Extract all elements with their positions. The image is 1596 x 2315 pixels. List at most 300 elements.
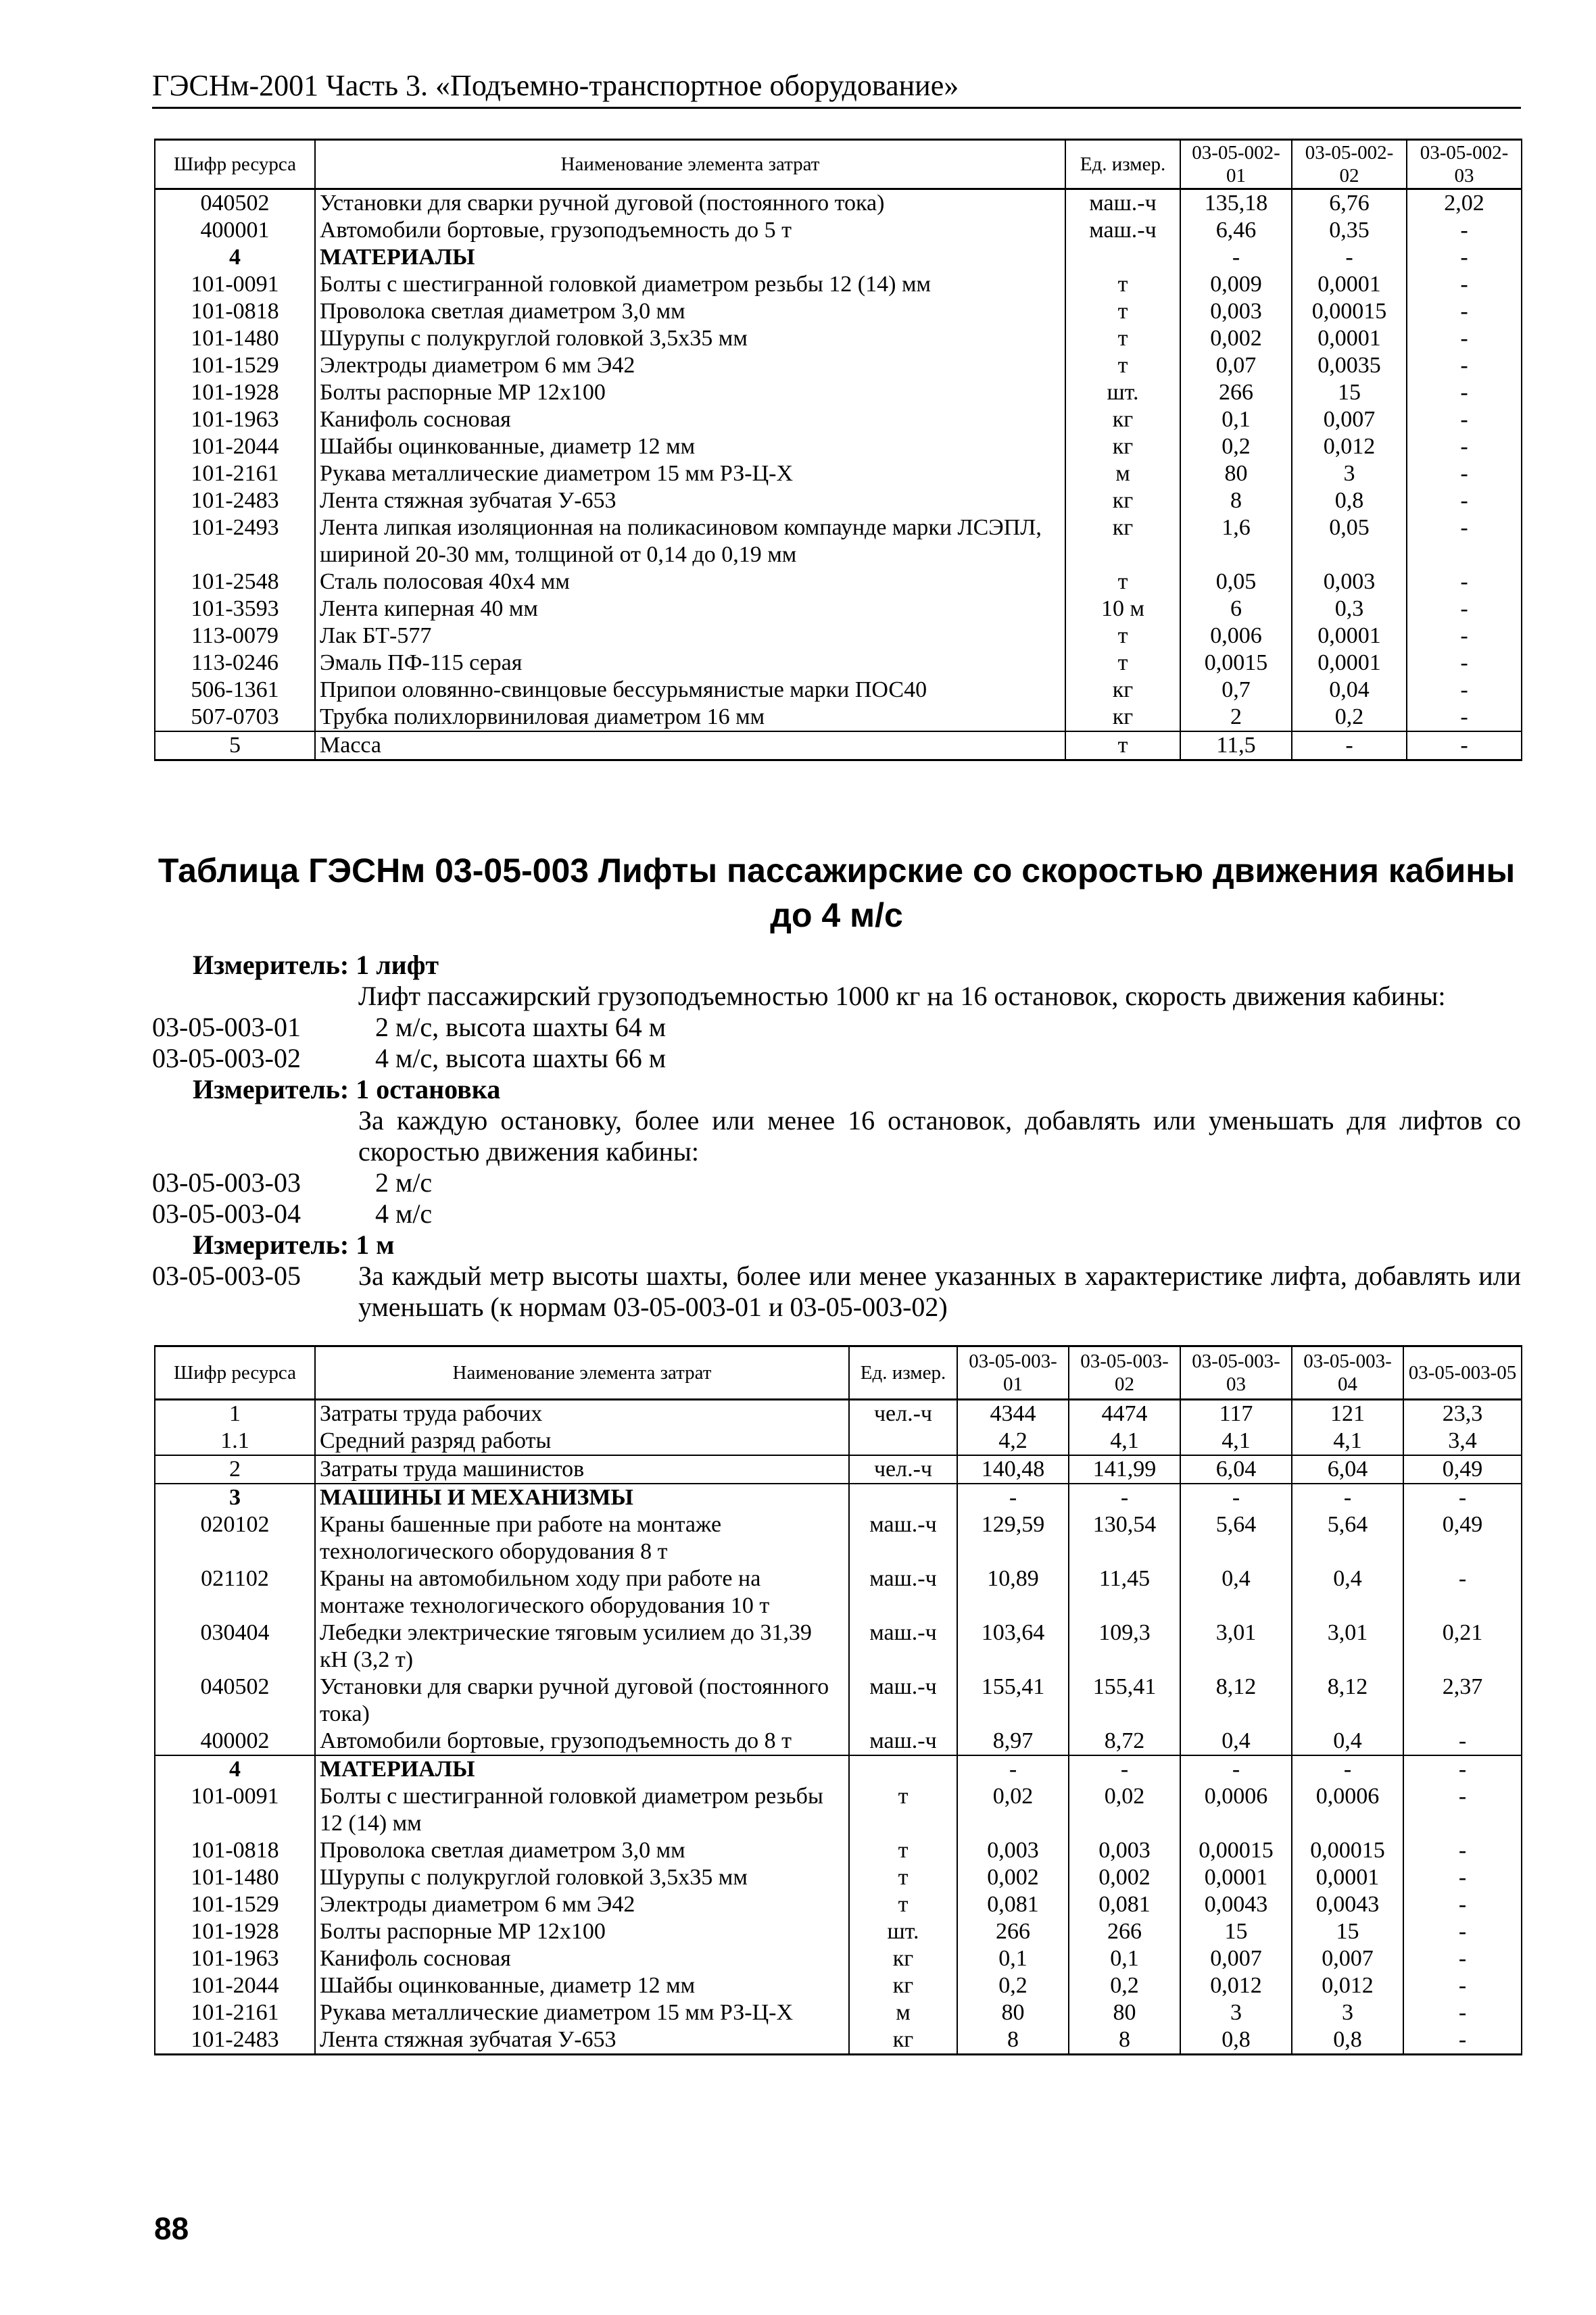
value-cell: 0,2 — [957, 1972, 1069, 1999]
unit-cell: кг — [849, 1945, 957, 1972]
meter-value: 1 лифт — [356, 950, 439, 980]
unit-cell — [1065, 244, 1180, 271]
unit-cell: м — [1065, 460, 1180, 487]
intro-text: Лифт пассажирский грузоподъемностью 1000 кг на 16 остановок, скорость движения кабины: — [358, 981, 1446, 1011]
column-header: 03-05-003-01 — [957, 1346, 1069, 1400]
resource-code: 3 — [155, 1484, 315, 1511]
unit-cell: маш.-ч — [849, 1565, 957, 1619]
norm-table-03-05-003 — [154, 1345, 1522, 2055]
value-cell: 8,12 — [1292, 1674, 1403, 1728]
unit-cell — [849, 1484, 957, 1511]
cost-item-name: Трубка полихлорвиниловая диаметром 16 мм — [315, 704, 1065, 731]
table-row — [155, 1918, 1522, 1945]
value-cell: 266 — [1180, 379, 1292, 406]
value-cell: 0,7 — [1180, 677, 1292, 704]
resource-code: 101-1963 — [155, 406, 315, 433]
resource-code: 101-2044 — [155, 1972, 315, 1999]
table-row — [155, 1428, 1522, 1455]
unit-cell: т — [849, 1864, 957, 1891]
table-row — [155, 1999, 1522, 2026]
value-cell: 3 — [1180, 1999, 1292, 2026]
value-cell: 0,0006 — [1180, 1783, 1292, 1837]
value-cell: - — [1403, 1864, 1522, 1891]
table-row — [155, 487, 1522, 514]
value-cell: 80 — [1069, 1999, 1180, 2026]
value-cell: - — [1407, 623, 1522, 650]
cost-item-name: Рукава металлические диаметром 15 мм РЗ-Ц-Х — [315, 1999, 849, 2026]
resource-code: 4 — [155, 244, 315, 271]
table-row — [155, 1400, 1522, 1428]
table-row — [155, 1674, 1522, 1728]
cost-item-name: Автомобили бортовые, грузоподъемность до 8 т — [315, 1728, 849, 1755]
unit-cell: кг — [1065, 677, 1180, 704]
value-cell: 8 — [957, 2026, 1069, 2055]
value-cell: 0,07 — [1180, 352, 1292, 379]
resource-code: 101-1529 — [155, 352, 315, 379]
column-header: Ед. измер. — [1065, 140, 1180, 189]
value-cell: 0,0043 — [1180, 1891, 1292, 1918]
unit-cell: т — [1065, 650, 1180, 677]
table-row — [155, 1891, 1522, 1918]
resource-code: 101-1480 — [155, 1864, 315, 1891]
norm-table-03-05-002 — [154, 139, 1522, 761]
value-cell: 0,0001 — [1292, 325, 1407, 352]
value-cell: 15 — [1180, 1918, 1292, 1945]
value-cell: 0,4 — [1180, 1728, 1292, 1755]
meter-value: 1 остановка — [356, 1074, 501, 1104]
meter-line — [152, 950, 1521, 981]
table-row — [155, 298, 1522, 325]
value-cell: 0,007 — [1292, 1945, 1403, 1972]
value-cell: - — [1407, 325, 1522, 352]
value-cell: 0,007 — [1292, 406, 1407, 433]
unit-cell: кг — [1065, 704, 1180, 731]
cost-item-name: Шайбы оцинкованные, диаметр 12 мм — [315, 1972, 849, 1999]
column-header: 03-05-003-02 — [1069, 1346, 1180, 1400]
value-cell: - — [1403, 1783, 1522, 1837]
table-row — [155, 1484, 1522, 1511]
unit-cell: маш.-ч — [1065, 189, 1180, 218]
value-cell: 3,01 — [1292, 1619, 1403, 1674]
unit-cell — [849, 1755, 957, 1783]
cost-item-name: Болты с шестигранной головкой диаметром резьбы 12 (14) мм — [315, 271, 1065, 298]
value-cell: 0,003 — [1069, 1837, 1180, 1864]
table-title: Таблица ГЭСНм 03-05-003 Лифты пассажирские со скоростью движения кабины до 4 м/с — [158, 852, 1516, 934]
value-cell: - — [1407, 379, 1522, 406]
value-cell: - — [1403, 1728, 1522, 1755]
meter-label: Измеритель: — [193, 1074, 349, 1104]
unit-cell: м — [849, 1999, 957, 2026]
norm-line — [152, 1167, 1521, 1198]
value-cell: 6 — [1180, 595, 1292, 623]
resource-code: 040502 — [155, 1674, 315, 1728]
unit-cell: чел.-ч — [849, 1455, 957, 1484]
value-cell: - — [1292, 731, 1407, 760]
resource-code: 113-0079 — [155, 623, 315, 650]
resource-code: 101-1928 — [155, 1918, 315, 1945]
value-cell: - — [957, 1484, 1069, 1511]
value-cell: 0,0001 — [1180, 1864, 1292, 1891]
table-row — [155, 433, 1522, 460]
value-cell: 0,003 — [957, 1837, 1069, 1864]
unit-cell: маш.-ч — [849, 1728, 957, 1755]
value-cell: - — [1403, 1837, 1522, 1864]
value-cell: 80 — [1180, 460, 1292, 487]
cost-item-name: Затраты труда рабочих — [315, 1400, 849, 1428]
value-cell: 0,21 — [1403, 1619, 1522, 1674]
cost-item-name: Болты распорные МР 12х100 — [315, 379, 1065, 406]
unit-cell: т — [1065, 352, 1180, 379]
resource-code: 101-1928 — [155, 379, 315, 406]
value-cell: - — [1403, 1972, 1522, 1999]
value-cell: 0,2 — [1180, 433, 1292, 460]
value-cell: 80 — [957, 1999, 1069, 2026]
unit-cell: маш.-ч — [849, 1619, 957, 1674]
resource-code: 101-1480 — [155, 325, 315, 352]
table-row — [155, 1837, 1522, 1864]
cost-item-name: МАТЕРИАЛЫ — [315, 244, 1065, 271]
resource-code: 021102 — [155, 1565, 315, 1619]
value-cell: 3,01 — [1180, 1619, 1292, 1674]
value-cell: 0,05 — [1292, 514, 1407, 568]
resource-code: 101-0091 — [155, 1783, 315, 1837]
norm-line — [152, 1043, 1521, 1074]
unit-cell: кг — [849, 2026, 957, 2055]
unit-cell: кг — [1065, 406, 1180, 433]
resource-code: 506-1361 — [155, 677, 315, 704]
value-cell: 1,6 — [1180, 514, 1292, 568]
value-cell: 0,002 — [957, 1864, 1069, 1891]
unit-cell: т — [1065, 731, 1180, 760]
value-cell: - — [1407, 677, 1522, 704]
intro-line — [152, 981, 1521, 1012]
unit-cell: т — [1065, 271, 1180, 298]
value-cell: - — [1407, 352, 1522, 379]
table-row — [155, 460, 1522, 487]
value-cell: 266 — [957, 1918, 1069, 1945]
resource-code: 040502 — [155, 189, 315, 218]
value-cell: 0,0006 — [1292, 1783, 1403, 1837]
resource-code: 113-0246 — [155, 650, 315, 677]
unit-cell — [849, 1428, 957, 1455]
value-cell: 0,002 — [1180, 325, 1292, 352]
table-row — [155, 1755, 1522, 1783]
value-cell: 155,41 — [957, 1674, 1069, 1728]
resource-code: 030404 — [155, 1619, 315, 1674]
value-cell: 0,0001 — [1292, 650, 1407, 677]
norm-code: 03-05-003-05 — [152, 1261, 301, 1291]
column-header: 03-05-003-05 — [1403, 1346, 1522, 1400]
unit-cell: т — [1065, 325, 1180, 352]
norm-code: 03-05-003-04 — [152, 1198, 301, 1229]
meter-line — [152, 1229, 1521, 1261]
resource-code: 1 — [155, 1400, 315, 1428]
value-cell: - — [1069, 1755, 1180, 1783]
value-cell: 6,76 — [1292, 189, 1407, 218]
table-row — [155, 1945, 1522, 1972]
table-row — [155, 514, 1522, 568]
unit-cell: маш.-ч — [849, 1674, 957, 1728]
table-row — [155, 352, 1522, 379]
cost-item-name: Рукава металлические диаметром 15 мм РЗ-Ц-Х — [315, 460, 1065, 487]
unit-cell: т — [849, 1891, 957, 1918]
value-cell: 5,64 — [1180, 1511, 1292, 1565]
table-header-row — [155, 1346, 1522, 1400]
meter-value: 1 м — [356, 1229, 395, 1260]
value-cell: - — [1292, 1755, 1403, 1783]
value-cell: 103,64 — [957, 1619, 1069, 1674]
cost-item-name: Проволока светлая диаметром 3,0 мм — [315, 298, 1065, 325]
value-cell: 0,081 — [957, 1891, 1069, 1918]
value-cell: - — [1407, 406, 1522, 433]
column-header: 03-05-002-01 — [1180, 140, 1292, 189]
resource-code: 507-0703 — [155, 704, 315, 731]
value-cell: - — [1403, 1945, 1522, 1972]
value-cell: 15 — [1292, 1918, 1403, 1945]
norm-text: 2 м/с — [375, 1167, 433, 1198]
table-description — [152, 950, 1521, 1323]
value-cell: 0,2 — [1069, 1972, 1180, 1999]
cost-item-name: Лак БТ-577 — [315, 623, 1065, 650]
column-header: 03-05-003-04 — [1292, 1346, 1403, 1400]
value-cell: - — [1403, 1999, 1522, 2026]
unit-cell: т — [1065, 623, 1180, 650]
value-cell: 130,54 — [1069, 1511, 1180, 1565]
value-cell: 109,3 — [1069, 1619, 1180, 1674]
value-cell: 0,4 — [1292, 1728, 1403, 1755]
column-header: Шифр ресурса — [155, 1346, 315, 1400]
cost-item-name: Эмаль ПФ-115 серая — [315, 650, 1065, 677]
value-cell: 0,8 — [1292, 487, 1407, 514]
value-cell: - — [1407, 298, 1522, 325]
value-cell: 0,0015 — [1180, 650, 1292, 677]
norm-line — [152, 1012, 1521, 1043]
unit-cell: кг — [1065, 487, 1180, 514]
resource-code: 101-2548 — [155, 568, 315, 595]
running-title: ГЭСНм-2001 Часть 3. «Подъемно-транспортное оборудование» — [152, 68, 1521, 109]
value-cell: - — [1403, 1891, 1522, 1918]
value-cell: 8,12 — [1180, 1674, 1292, 1728]
cost-item-name: Шурупы с полукруглой головкой 3,5х35 мм — [315, 1864, 849, 1891]
value-cell: - — [1407, 595, 1522, 623]
resource-code: 101-2161 — [155, 460, 315, 487]
cost-item-name: Лента стяжная зубчатая У-653 — [315, 487, 1065, 514]
value-cell: 0,4 — [1180, 1565, 1292, 1619]
value-cell: 0,04 — [1292, 677, 1407, 704]
meter-label: Измеритель: — [193, 1229, 349, 1260]
value-cell: 4,1 — [1180, 1428, 1292, 1455]
value-cell: - — [1403, 1484, 1522, 1511]
table-row — [155, 325, 1522, 352]
unit-cell: кг — [1065, 433, 1180, 460]
value-cell: 155,41 — [1069, 1674, 1180, 1728]
norm-text: За каждый метр высоты шахты, более или менее указанных в характеристике лифта, добавлять или уменьшать (к нормам 03-05-003-01 и 03-05-003-02) — [358, 1261, 1521, 1322]
cost-item-name: Болты с шестигранной головкой диаметром резьбы 12 (14) мм — [315, 1783, 849, 1837]
value-cell: - — [1407, 650, 1522, 677]
cost-item-name: Канифоль сосновая — [315, 406, 1065, 433]
value-cell: 3,4 — [1403, 1428, 1522, 1455]
value-cell: - — [1407, 217, 1522, 244]
cost-item-name: Шурупы с полукруглой головкой 3,5х35 мм — [315, 325, 1065, 352]
value-cell: 117 — [1180, 1400, 1292, 1428]
value-cell: - — [1407, 568, 1522, 595]
intro-text: За каждую остановку, более или менее 16 остановок, добавлять или уменьшать для лифтов со скоростью движения кабины: — [358, 1105, 1521, 1167]
resource-code: 2 — [155, 1455, 315, 1484]
value-cell: 8,97 — [957, 1728, 1069, 1755]
resource-code: 400002 — [155, 1728, 315, 1755]
table-row — [155, 704, 1522, 731]
value-cell: 0,003 — [1180, 298, 1292, 325]
table-row — [155, 1728, 1522, 1755]
value-cell: 266 — [1069, 1918, 1180, 1945]
page-number: 88 — [154, 2211, 189, 2246]
value-cell: 0,0035 — [1292, 352, 1407, 379]
resource-code: 101-2483 — [155, 487, 315, 514]
value-cell: 0,35 — [1292, 217, 1407, 244]
unit-cell: т — [849, 1783, 957, 1837]
value-cell: 0,49 — [1403, 1455, 1522, 1484]
value-cell: 0,02 — [957, 1783, 1069, 1837]
column-header: 03-05-002-02 — [1292, 140, 1407, 189]
value-cell: 3 — [1292, 1999, 1403, 2026]
column-header: Шифр ресурса — [155, 140, 315, 189]
value-cell: 8 — [1180, 487, 1292, 514]
unit-cell: кг — [849, 1972, 957, 1999]
value-cell: 0,009 — [1180, 271, 1292, 298]
norm-text: 2 м/с, высота шахты 64 м — [375, 1012, 667, 1042]
norm-line — [152, 1261, 1521, 1323]
value-cell: - — [1407, 487, 1522, 514]
table-row — [155, 1619, 1522, 1674]
cost-item-name: Электроды диаметром 6 мм Э42 — [315, 1891, 849, 1918]
value-cell: 0,0001 — [1292, 623, 1407, 650]
value-cell: - — [1407, 460, 1522, 487]
cost-item-name: Электроды диаметром 6 мм Э42 — [315, 352, 1065, 379]
resource-code: 101-0091 — [155, 271, 315, 298]
cost-item-name: Шайбы оцинкованные, диаметр 12 мм — [315, 433, 1065, 460]
value-cell: 4,2 — [957, 1428, 1069, 1455]
resource-code: 101-0818 — [155, 298, 315, 325]
resource-code: 1.1 — [155, 1428, 315, 1455]
value-cell: 4,1 — [1069, 1428, 1180, 1455]
table-row — [155, 217, 1522, 244]
value-cell: 3 — [1292, 460, 1407, 487]
value-cell: 8,72 — [1069, 1728, 1180, 1755]
value-cell: 2 — [1180, 704, 1292, 731]
cost-item-name: Краны на автомобильном ходу при работе на монтаже технологического оборудования 10 т — [315, 1565, 849, 1619]
meter-label: Измеритель: — [193, 950, 349, 980]
unit-cell: маш.-ч — [849, 1511, 957, 1565]
value-cell: 0,012 — [1292, 1972, 1403, 1999]
value-cell: 0,8 — [1292, 2026, 1403, 2055]
intro-line — [152, 1105, 1521, 1167]
resource-code: 400001 — [155, 217, 315, 244]
cost-item-name: МАТЕРИАЛЫ — [315, 1755, 849, 1783]
resource-code: 101-2161 — [155, 1999, 315, 2026]
value-cell: 0,3 — [1292, 595, 1407, 623]
value-cell: 140,48 — [957, 1455, 1069, 1484]
norm-text: 4 м/с — [375, 1198, 433, 1229]
value-cell: 0,1 — [957, 1945, 1069, 1972]
cost-item-name: Затраты труда машинистов — [315, 1455, 849, 1484]
value-cell: 0,49 — [1403, 1511, 1522, 1565]
table-row — [155, 623, 1522, 650]
unit-cell: 10 м — [1065, 595, 1180, 623]
value-cell: 0,05 — [1180, 568, 1292, 595]
cost-item-name: Установки для сварки ручной дуговой (постоянного тока) — [315, 189, 1065, 218]
cost-item-name: Масса — [315, 731, 1065, 760]
value-cell: - — [1403, 1565, 1522, 1619]
norm-text: 4 м/с, высота шахты 66 м — [375, 1043, 667, 1073]
value-cell: - — [1407, 731, 1522, 760]
table-row — [155, 1565, 1522, 1619]
table-row — [155, 406, 1522, 433]
value-cell: 0,0001 — [1292, 271, 1407, 298]
resource-code: 101-0818 — [155, 1837, 315, 1864]
unit-cell: т — [1065, 568, 1180, 595]
value-cell: 121 — [1292, 1400, 1403, 1428]
norm-line — [152, 1198, 1521, 1229]
cost-item-name: Лебедки электрические тяговым усилием до 31,39 кН (3,2 т) — [315, 1619, 849, 1674]
value-cell: - — [1407, 244, 1522, 271]
table-row — [155, 379, 1522, 406]
cost-item-name: Сталь полосовая 40х4 мм — [315, 568, 1065, 595]
value-cell: 6,04 — [1180, 1455, 1292, 1484]
value-cell: 0,00015 — [1292, 1837, 1403, 1864]
cost-item-name: Болты распорные МР 12х100 — [315, 1918, 849, 1945]
value-cell: - — [1180, 1755, 1292, 1783]
resource-code: 101-2044 — [155, 433, 315, 460]
value-cell: 4,1 — [1292, 1428, 1403, 1455]
table-row — [155, 650, 1522, 677]
table-header-row — [155, 140, 1522, 189]
resource-code: 020102 — [155, 1511, 315, 1565]
value-cell: - — [1407, 514, 1522, 568]
resource-code: 4 — [155, 1755, 315, 1783]
unit-cell: шт. — [849, 1918, 957, 1945]
value-cell: 10,89 — [957, 1565, 1069, 1619]
norm-code: 03-05-003-01 — [152, 1012, 301, 1042]
cost-item-name: Канифоль сосновая — [315, 1945, 849, 1972]
value-cell: 0,0001 — [1292, 1864, 1403, 1891]
resource-code: 101-3593 — [155, 595, 315, 623]
value-cell: 0,0043 — [1292, 1891, 1403, 1918]
value-cell: - — [1403, 1755, 1522, 1783]
table-row — [155, 568, 1522, 595]
value-cell: 0,4 — [1292, 1565, 1403, 1619]
value-cell: 0,002 — [1069, 1864, 1180, 1891]
value-cell: - — [1403, 1918, 1522, 1945]
value-cell: 0,012 — [1180, 1972, 1292, 1999]
unit-cell: шт. — [1065, 379, 1180, 406]
table-row — [155, 677, 1522, 704]
unit-cell: т — [849, 1837, 957, 1864]
cost-item-name: Установки для сварки ручной дуговой (постоянного тока) — [315, 1674, 849, 1728]
value-cell: 0,012 — [1292, 433, 1407, 460]
cost-item-name: Автомобили бортовые, грузоподъемность до 5 т — [315, 217, 1065, 244]
column-header: Наименование элемента затрат — [315, 140, 1065, 189]
unit-cell: т — [1065, 298, 1180, 325]
value-cell: 4474 — [1069, 1400, 1180, 1428]
value-cell: 2,37 — [1403, 1674, 1522, 1728]
cost-item-name: Краны башенные при работе на монтаже технологического оборудования 8 т — [315, 1511, 849, 1565]
cost-item-name: Припои оловянно-свинцовые бессурьмянистые марки ПОС40 — [315, 677, 1065, 704]
table-row — [155, 1783, 1522, 1837]
norm-code: 03-05-003-03 — [152, 1167, 301, 1198]
value-cell: - — [1180, 1484, 1292, 1511]
cost-item-name: МАШИНЫ И МЕХАНИЗМЫ — [315, 1484, 849, 1511]
value-cell: - — [1180, 244, 1292, 271]
